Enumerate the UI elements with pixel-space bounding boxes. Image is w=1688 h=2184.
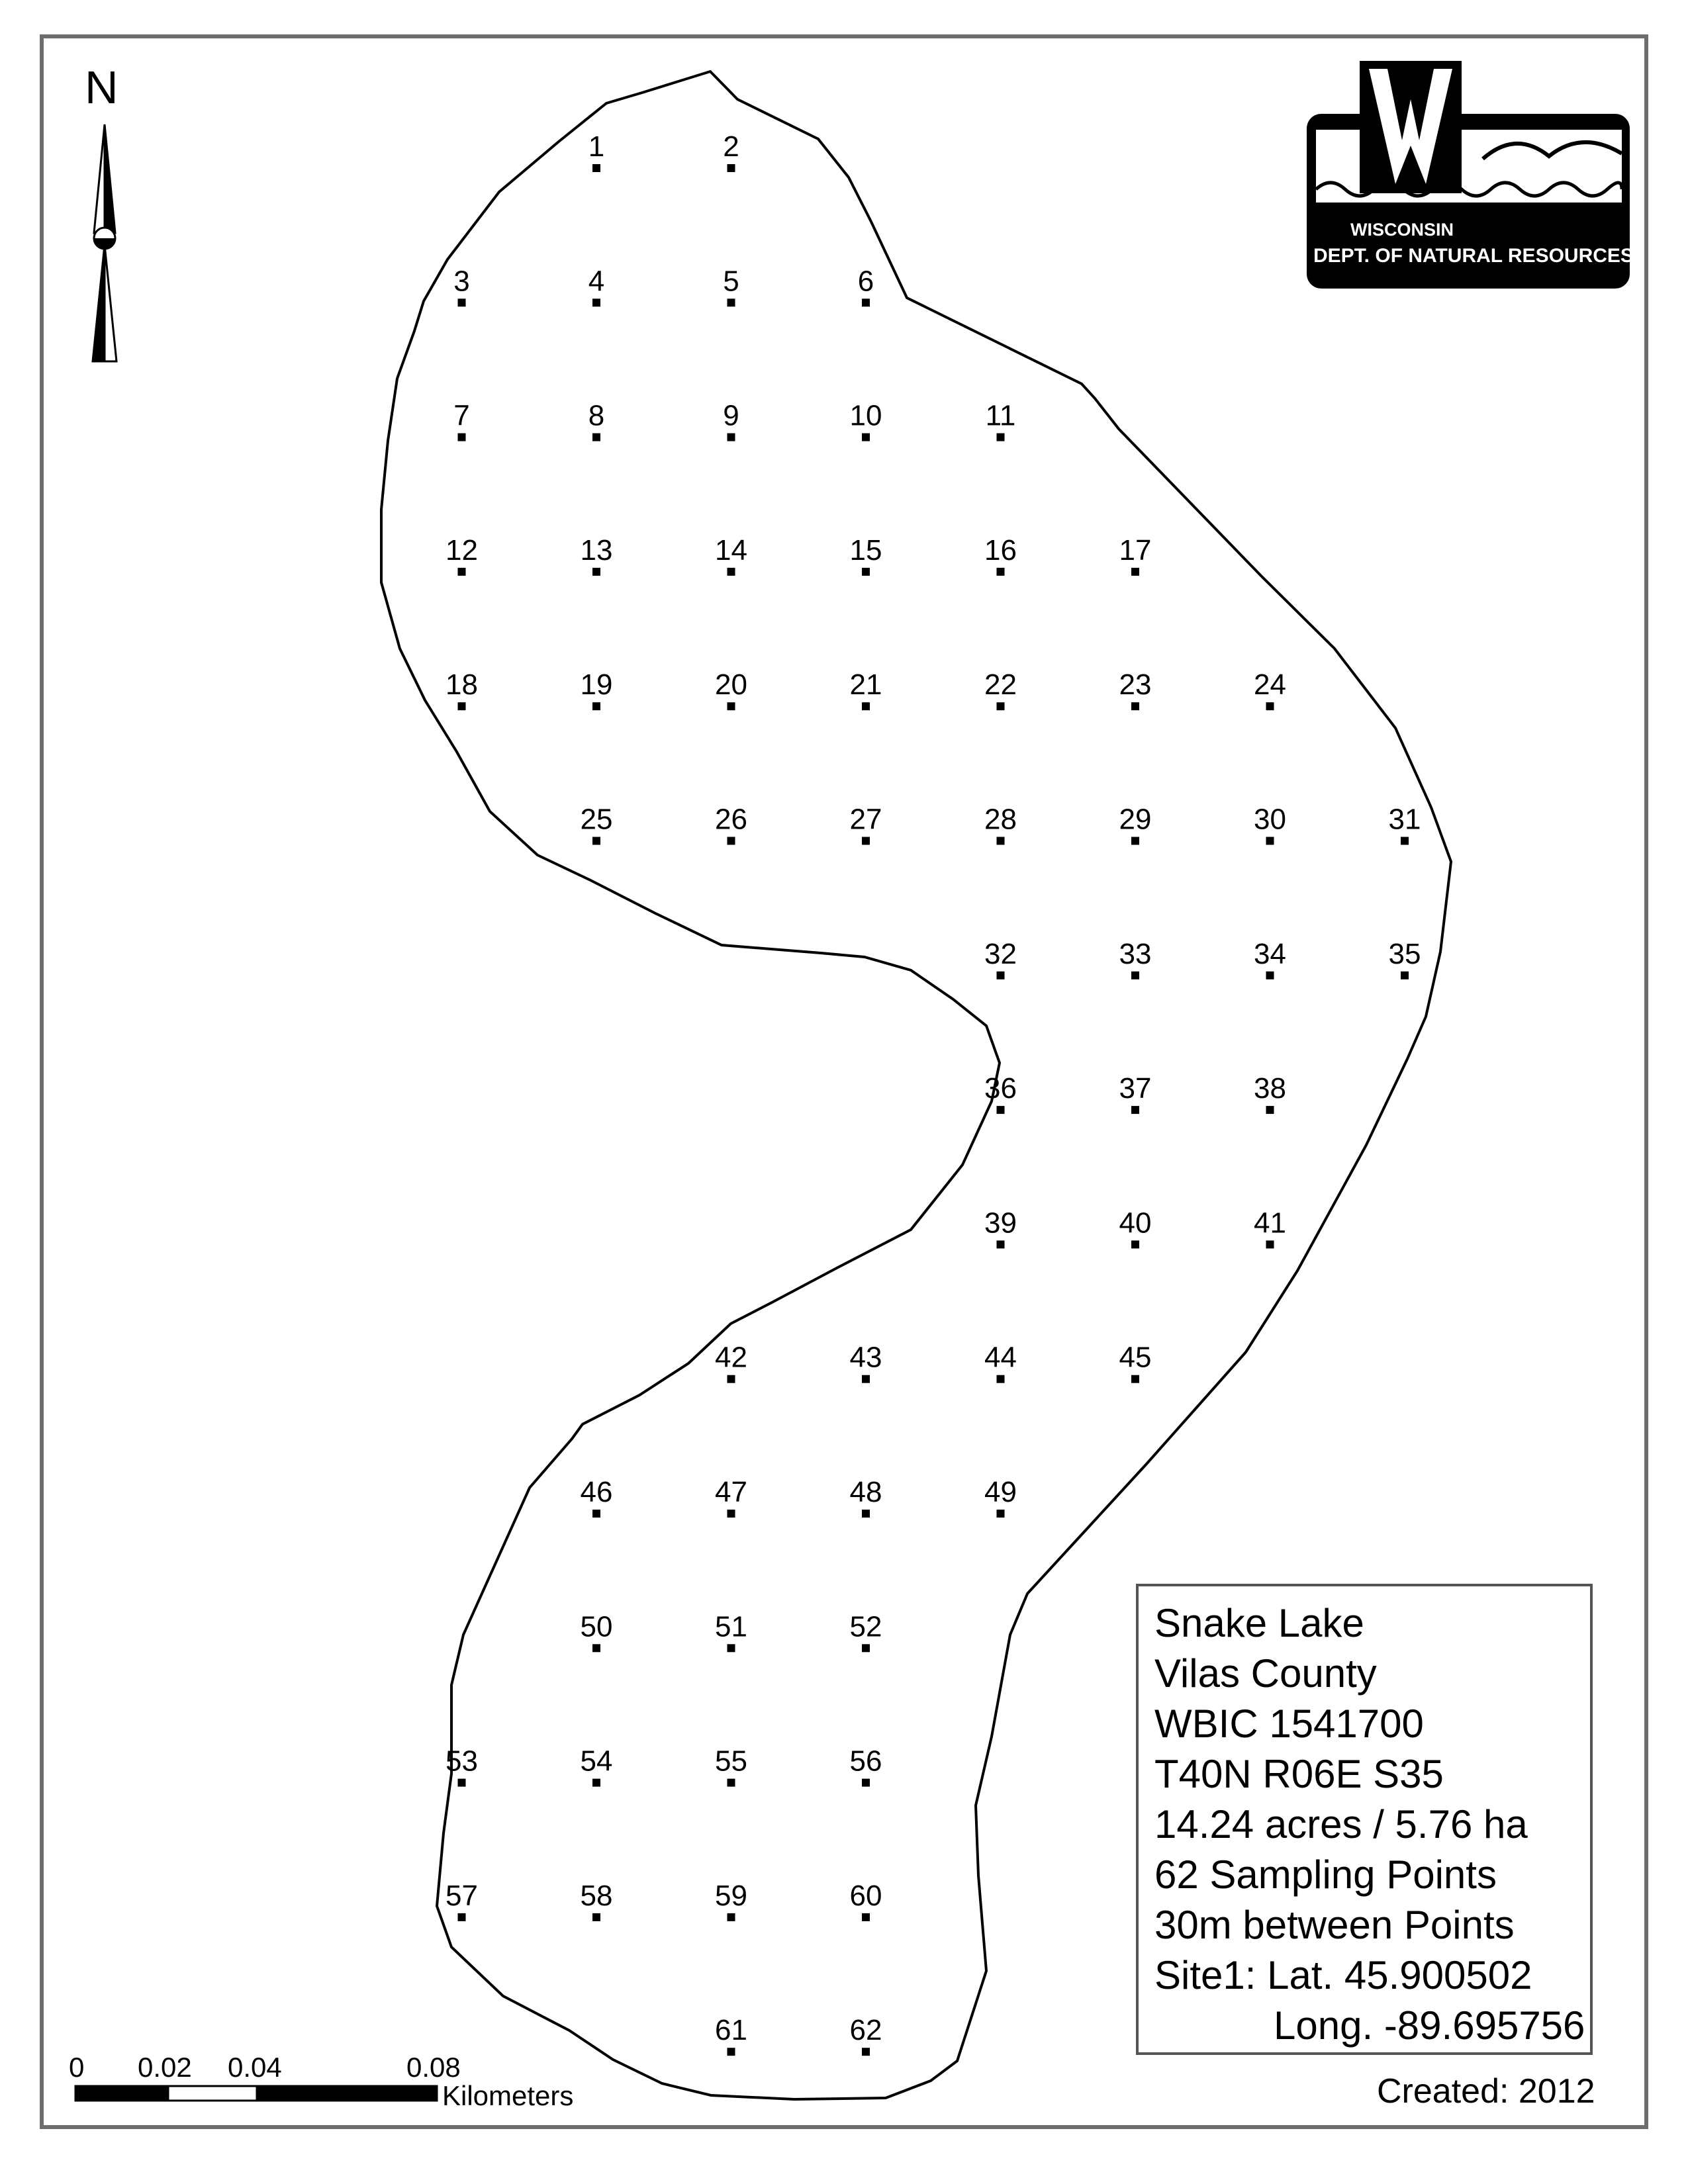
sampling-point-20 [715, 668, 747, 710]
sampling-point-label: 21 [849, 668, 882, 702]
sampling-point-marker [458, 702, 466, 710]
sampling-point-label: 46 [580, 1476, 613, 1508]
sampling-point-35 [1389, 938, 1421, 979]
sampling-point-label: 18 [445, 668, 478, 702]
info-spacing: 30m between Points [1154, 1903, 1515, 1947]
info-box [1136, 1584, 1593, 2055]
north-arrow-hub-fill [94, 238, 115, 249]
sampling-point-marker [727, 164, 735, 172]
sampling-point-label: 54 [580, 1745, 613, 1778]
info-township: T40N R06E S35 [1154, 1752, 1444, 1796]
sampling-point-42 [715, 1342, 747, 1383]
sampling-point-51 [715, 1610, 747, 1652]
sampling-point-marker [727, 568, 735, 576]
sampling-point-9 [723, 400, 739, 441]
sampling-point-27 [850, 803, 882, 845]
sampling-point-label: 22 [984, 668, 1017, 702]
sampling-point-label: 2 [723, 130, 739, 163]
sampling-point-55 [715, 1745, 747, 1787]
sampling-point-marker [997, 1375, 1005, 1383]
sampling-point-26 [715, 803, 747, 845]
sampling-point-marker [997, 568, 1005, 576]
scale-tick-1: 0.02 [138, 2052, 192, 2083]
created-label: Created: 2012 [1377, 2072, 1595, 2111]
north-label: N [85, 62, 118, 113]
scale-tick-0: 0 [69, 2052, 85, 2083]
sampling-point-15 [850, 534, 882, 576]
sampling-point-16 [984, 534, 1017, 576]
sampling-point-marker [1266, 1106, 1274, 1114]
sampling-point-46 [581, 1476, 613, 1518]
sampling-point-13 [581, 534, 613, 576]
sampling-point-label: 14 [715, 533, 747, 567]
sampling-point-label: 58 [580, 1879, 613, 1912]
sampling-point-label: 20 [715, 668, 747, 702]
sampling-point-label: 19 [580, 668, 613, 702]
sampling-point-label: 45 [1119, 1341, 1152, 1374]
sampling-point-marker [458, 1913, 466, 1921]
sampling-point-marker [1266, 1240, 1274, 1248]
sampling-point-marker [1131, 568, 1139, 576]
scale-segment-3 [257, 2086, 437, 2101]
sampling-point-label: 12 [445, 533, 478, 567]
info-area: 14.24 acres / 5.76 ha [1154, 1802, 1528, 1846]
sampling-point-label: 26 [715, 803, 747, 836]
sampling-point-label: 3 [453, 265, 470, 298]
sampling-point-32 [984, 938, 1017, 979]
sampling-point-label: 47 [715, 1476, 747, 1508]
sampling-point-label: 25 [580, 803, 613, 836]
sampling-point-marker [1266, 837, 1274, 845]
sampling-point-49 [984, 1476, 1017, 1518]
sampling-point-marker [1131, 837, 1139, 845]
scale-tick-2: 0.04 [228, 2052, 282, 2083]
sampling-point-label: 32 [984, 937, 1017, 970]
sampling-point-1 [588, 130, 604, 172]
sampling-point-label: 38 [1254, 1072, 1286, 1105]
sampling-point-label: 23 [1119, 668, 1152, 702]
sampling-point-marker [458, 433, 466, 441]
sampling-point-label: 8 [588, 399, 605, 432]
sampling-point-marker [727, 702, 735, 710]
sampling-point-label: 29 [1119, 803, 1152, 836]
info-site-long: Long. -89.695756 [1274, 2003, 1585, 2048]
sampling-point-marker [1131, 1240, 1139, 1248]
sampling-point-marker [458, 568, 466, 576]
sampling-point-label: 5 [723, 265, 739, 298]
sampling-point-47 [715, 1476, 747, 1518]
sampling-point-marker [862, 837, 870, 845]
sampling-point-label: 1 [588, 130, 605, 163]
scale-segment-1 [75, 2086, 168, 2101]
sampling-point-4 [588, 265, 604, 306]
north-arrow-bottom-light [105, 245, 117, 361]
sampling-point-17 [1119, 534, 1152, 576]
sampling-point-label: 7 [453, 399, 470, 432]
sampling-point-3 [453, 265, 469, 306]
info-county: Vilas County [1154, 1651, 1377, 1696]
sampling-point-25 [581, 803, 613, 845]
sampling-point-label: 55 [715, 1745, 747, 1778]
sampling-point-marker [727, 1644, 735, 1652]
sampling-point-marker [1131, 1106, 1139, 1114]
sampling-point-marker [997, 702, 1005, 710]
sampling-point-37 [1119, 1072, 1152, 1114]
sampling-point-label: 36 [984, 1072, 1017, 1105]
sampling-point-marker [458, 1779, 466, 1787]
sampling-point-marker [727, 1779, 735, 1787]
sampling-point-5 [723, 265, 739, 306]
sampling-point-label: 10 [849, 399, 882, 432]
sampling-point-marker [727, 1510, 735, 1518]
sampling-point-label: 33 [1119, 937, 1152, 970]
sampling-point-marker [727, 2048, 735, 2056]
sampling-point-label: 39 [984, 1206, 1017, 1240]
sampling-point-7 [453, 400, 469, 441]
sampling-point-marker [592, 1510, 600, 1518]
sampling-point-14 [715, 534, 747, 576]
sampling-point-11 [986, 400, 1016, 441]
scale-segment-2 [168, 2086, 257, 2101]
info-site-lat: Site1: Lat. 45.900502 [1154, 1953, 1532, 1997]
north-arrow-bottom-dark [93, 245, 105, 361]
sampling-point-marker [1266, 972, 1274, 979]
sampling-point-38 [1254, 1072, 1286, 1114]
sampling-point-52 [850, 1610, 882, 1652]
sampling-point-marker [592, 837, 600, 845]
sampling-point-label: 57 [445, 1879, 478, 1912]
sampling-point-marker [1131, 702, 1139, 710]
sampling-point-marker [862, 1375, 870, 1383]
sampling-point-marker [997, 1106, 1005, 1114]
sampling-point-label: 60 [849, 1879, 882, 1912]
sampling-point-marker [1401, 972, 1409, 979]
sampling-point-marker [997, 1510, 1005, 1518]
sampling-point-label: 11 [985, 399, 1016, 432]
sampling-point-34 [1254, 938, 1286, 979]
sampling-point-label: 24 [1254, 668, 1286, 702]
sampling-point-marker [862, 433, 870, 441]
sampling-point-marker [592, 433, 600, 441]
sampling-point-marker [1266, 702, 1274, 710]
sampling-point-41 [1254, 1206, 1286, 1248]
sampling-point-21 [850, 668, 882, 710]
sampling-point-marker [592, 298, 600, 306]
sampling-point-50 [581, 1610, 613, 1652]
sampling-point-marker [862, 568, 870, 576]
sampling-point-marker [862, 1779, 870, 1787]
sampling-point-label: 43 [849, 1341, 882, 1374]
sampling-point-marker [592, 568, 600, 576]
sampling-point-marker [592, 164, 600, 172]
sampling-point-59 [715, 1880, 747, 1921]
sampling-point-23 [1119, 668, 1152, 710]
scale-unit: Kilometers [442, 2080, 574, 2111]
sampling-point-39 [984, 1206, 1017, 1248]
sampling-point-56 [850, 1745, 882, 1787]
sampling-point-40 [1119, 1206, 1152, 1248]
sampling-point-marker [997, 837, 1005, 845]
sampling-point-label: 61 [715, 2014, 747, 2047]
sampling-point-marker [1401, 837, 1409, 845]
sampling-point-label: 15 [849, 533, 882, 567]
sampling-point-label: 27 [849, 803, 882, 836]
sampling-point-18 [445, 668, 478, 710]
sampling-point-label: 28 [984, 803, 1017, 836]
info-point-count: 62 Sampling Points [1154, 1852, 1497, 1897]
sampling-point-marker [862, 2048, 870, 2056]
sampling-point-label: 6 [857, 265, 874, 298]
sampling-point-marker [1131, 1375, 1139, 1383]
sampling-point-43 [850, 1342, 882, 1383]
sampling-point-marker [592, 1913, 600, 1921]
sampling-point-marker [862, 1644, 870, 1652]
sampling-point-marker [862, 1913, 870, 1921]
sampling-point-marker [862, 298, 870, 306]
sampling-point-label: 16 [984, 533, 1017, 567]
sampling-point-57 [445, 1880, 478, 1921]
scale-bar [75, 2086, 437, 2101]
sampling-point-label: 42 [715, 1341, 747, 1374]
sampling-point-8 [588, 400, 604, 441]
sampling-point-marker [727, 837, 735, 845]
sampling-point-12 [445, 534, 478, 576]
sampling-point-48 [850, 1476, 882, 1518]
sampling-point-19 [581, 668, 613, 710]
sampling-point-22 [984, 668, 1017, 710]
sampling-point-marker [862, 1510, 870, 1518]
sampling-point-label: 50 [580, 1610, 613, 1643]
sampling-point-62 [850, 2014, 882, 2056]
sampling-point-label: 52 [849, 1610, 882, 1643]
sampling-point-marker [862, 702, 870, 710]
sampling-point-marker [997, 433, 1005, 441]
sampling-point-marker [592, 702, 600, 710]
sampling-point-45 [1119, 1342, 1152, 1383]
sampling-point-label: 56 [849, 1745, 882, 1778]
north-arrow-top-light [94, 124, 105, 233]
sampling-point-label: 4 [588, 265, 605, 298]
sampling-point-label: 37 [1119, 1072, 1152, 1105]
sampling-point-marker [1131, 972, 1139, 979]
sampling-point-label: 51 [715, 1610, 747, 1643]
sampling-point-44 [984, 1342, 1017, 1383]
sampling-point-label: 30 [1254, 803, 1286, 836]
sampling-point-label: 53 [445, 1745, 478, 1778]
logo-text-wisconsin: WISCONSIN [1350, 220, 1454, 240]
sampling-point-label: 31 [1388, 803, 1421, 836]
sampling-point-61 [715, 2014, 747, 2056]
sampling-point-label: 41 [1254, 1206, 1286, 1240]
sampling-point-marker [997, 972, 1005, 979]
sampling-point-10 [850, 400, 882, 441]
sampling-point-label: 17 [1119, 533, 1152, 567]
info-lake-name: Snake Lake [1154, 1601, 1364, 1645]
sampling-point-marker [458, 298, 466, 306]
sampling-point-label: 34 [1254, 937, 1286, 970]
sampling-point-label: 59 [715, 1879, 747, 1912]
sampling-point-label: 44 [984, 1341, 1017, 1374]
scale-tick-3: 0.08 [406, 2052, 461, 2083]
sampling-point-label: 62 [849, 2014, 882, 2047]
sampling-point-marker [727, 1375, 735, 1383]
sampling-point-6 [858, 265, 874, 306]
sampling-point-label: 49 [984, 1476, 1017, 1508]
sampling-point-marker [727, 433, 735, 441]
sampling-point-label: 40 [1119, 1206, 1152, 1240]
sampling-point-marker [997, 1240, 1005, 1248]
sampling-point-marker [592, 1644, 600, 1652]
sampling-point-28 [984, 803, 1017, 845]
sampling-point-marker [592, 1779, 600, 1787]
sampling-point-label: 9 [723, 399, 739, 432]
sampling-point-29 [1119, 803, 1152, 845]
sampling-point-label: 35 [1388, 937, 1421, 970]
sampling-point-24 [1254, 668, 1286, 710]
sampling-point-33 [1119, 938, 1152, 979]
sampling-point-54 [581, 1745, 613, 1787]
sampling-point-label: 13 [580, 533, 613, 567]
sampling-point-31 [1389, 803, 1421, 845]
info-wbic: WBIC 1541700 [1154, 1702, 1424, 1746]
sampling-point-marker [727, 298, 735, 306]
sampling-point-60 [850, 1880, 882, 1921]
logo-text-dnr: DEPT. OF NATURAL RESOURCES [1313, 245, 1634, 267]
sampling-point-30 [1254, 803, 1286, 845]
sampling-point-marker [727, 1913, 735, 1921]
north-arrow [93, 124, 117, 361]
north-arrow-top-dark [105, 124, 115, 233]
sampling-point-label: 48 [849, 1476, 882, 1508]
sampling-point-58 [581, 1880, 613, 1921]
sampling-point-2 [723, 130, 739, 172]
